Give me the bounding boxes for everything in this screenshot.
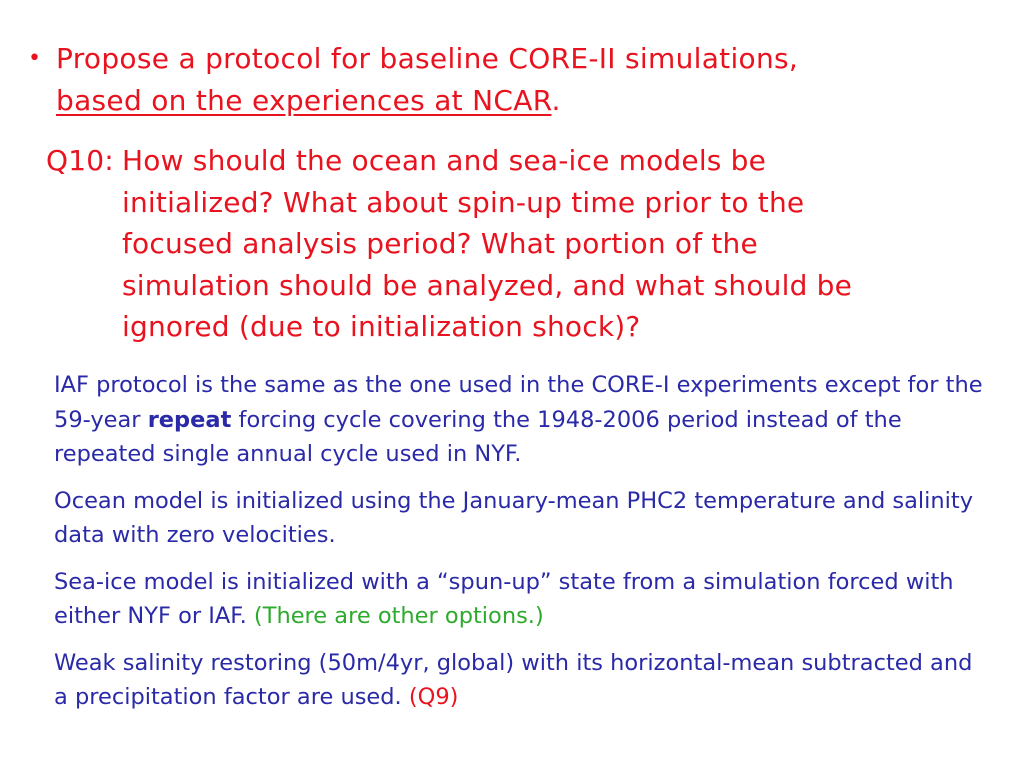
bullet-text-period: . bbox=[551, 84, 561, 117]
answer-iaf-start: IAF protocol is the same as the one used in the CORE-I experiments except for the 59-year bbox=[54, 372, 983, 433]
question-label: Q10: bbox=[46, 144, 114, 177]
bullet-item bbox=[28, 38, 988, 122]
bullet-text-line1: Propose a protocol for baseline CORE-II simulations, bbox=[56, 42, 799, 75]
question-line: How should the ocean and sea-ice models be bbox=[122, 144, 767, 177]
answer-paragraph-ocean: Ocean model is initialized using the January-mean PHC2 temperature and salinity data with zero velocities. bbox=[54, 487, 974, 548]
answer-iaf-end: forcing cycle covering the 1948-2006 period instead of the repeated single annual cycle used in NYF. bbox=[54, 406, 902, 467]
question-block bbox=[46, 140, 946, 348]
answer-salinity-ref: (Q9) bbox=[408, 684, 459, 710]
question-line: simulation should be analyzed, and what should be bbox=[122, 268, 853, 302]
answer-paragraph-seaice bbox=[54, 565, 984, 634]
answers-block bbox=[54, 368, 984, 727]
answer-paragraph-iaf bbox=[54, 368, 984, 472]
question-text bbox=[122, 140, 946, 348]
answer-seaice-note: (There are other options.) bbox=[253, 603, 544, 629]
question-line: ignored (due to initialization shock)? bbox=[122, 310, 641, 343]
answer-salinity-text: Weak salinity restoring (50m/4yr, global) with its horizontal-mean subtracted and a precipitation factor are used. bbox=[54, 649, 973, 710]
answer-iaf-bold: repeat bbox=[147, 406, 232, 433]
answer-paragraph-salinity bbox=[54, 646, 984, 715]
bullet-text-underlined: based on the experiences at NCAR bbox=[56, 84, 552, 117]
question-line: focused analysis period? What portion of the bbox=[122, 227, 758, 260]
bullet-dot-icon: • bbox=[28, 46, 42, 71]
answer-seaice-text: Sea-ice model is initialized with a “spun-up” state from a simulation forced with either NYF or IAF. bbox=[54, 568, 954, 629]
question-line: initialized? What about spin-up time prior to the bbox=[122, 185, 805, 219]
bullet-text bbox=[56, 38, 988, 122]
